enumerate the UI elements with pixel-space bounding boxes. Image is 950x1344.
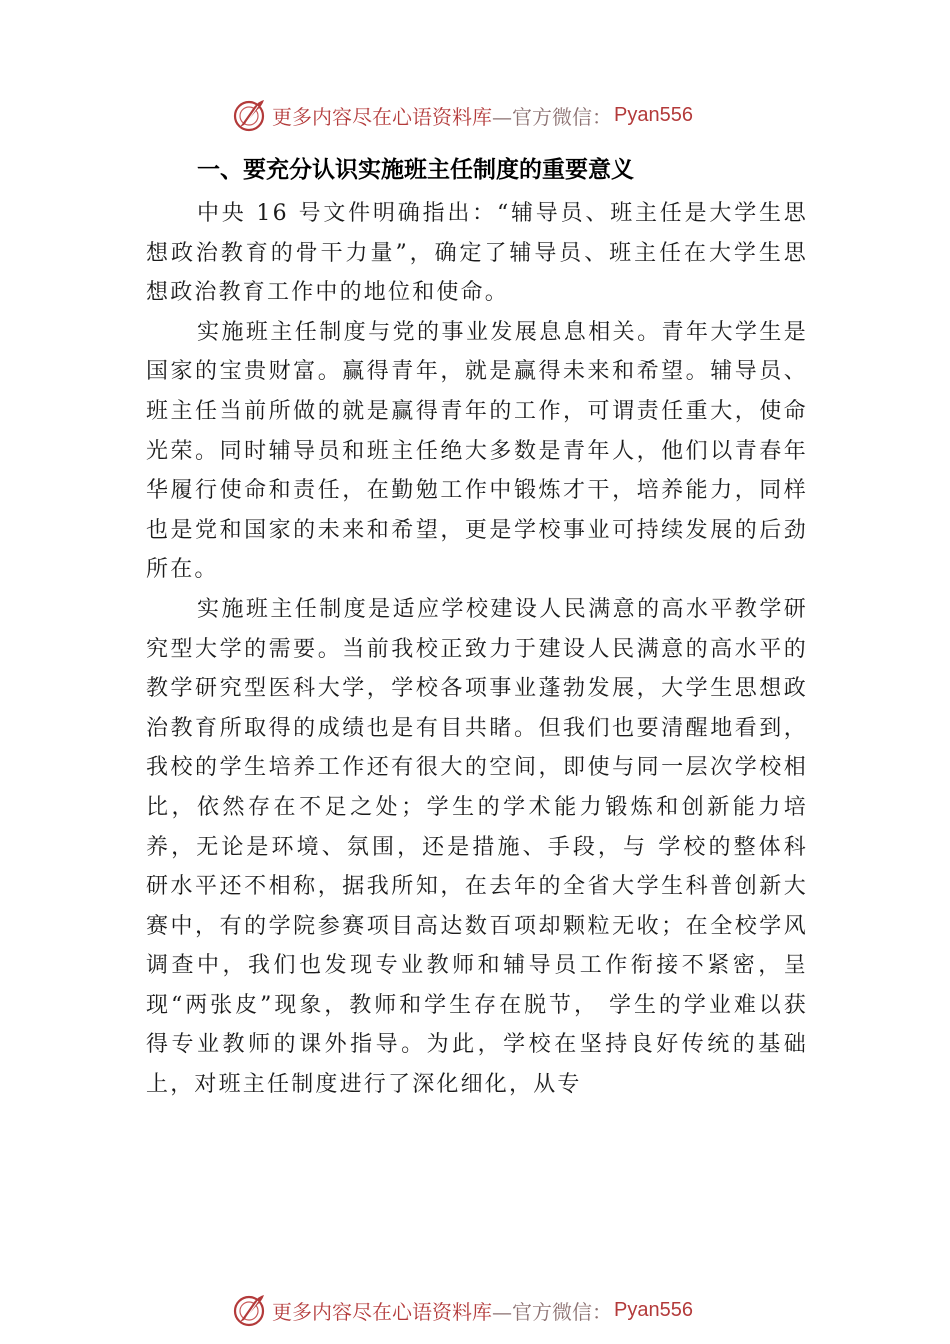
- footer-banner: [232, 1290, 752, 1330]
- paragraph-3: 实施班主任制度是适应学校建设人民满意的高水平教学研究型大学的需要。当前我校正致力于建设人民满意的高水平的教学研究型医科大学，学校各项事业蓬勃发展，大学生思想政治教育所取得的成绩也是有目共睹。但我们也要清醒地看到，我校的学生培养工作还有很大的空间，即使与同一层次学校相比，依然存在不足之处；学生的学术能力锻炼和创新能力培养，无论是环境、氛围，还是措施、手段，与 学校的整体科研水平还不相称，据我所知，在去年的全省大学生科普创新大赛中，有的学院参赛项目高达数百项却颗粒无收；在全校学风调查中，我们也发现专业教师和辅导员工作衔接不紧密，呈现“两张皮”现象，教师和学生存在脱节， 学生的学业难以获得专业教师的课外指导。为此，学校在坚持良好传统的基础上，对班主任制度进行了深化细化，从专: [146, 596, 808, 1098]
- paragraph-1: 中央 16 号文件明确指出：“辅导员、班主任是大学生思想政治教育的骨干力量”，确定了辅导员、班主任在大学生思想政治教育工作中的地位和使命。: [146, 201, 808, 306]
- banner-brand-text: 更多内容尽在心语资料库: [272, 104, 492, 129]
- quill-seal-icon: [232, 97, 268, 133]
- banner-brand-text: 更多内容尽在心语资料库: [272, 1299, 492, 1324]
- header-banner: [232, 95, 752, 135]
- banner-wechat-id: Pyan556: [614, 103, 693, 126]
- paragraph-2: 实施班主任制度与党的事业发展息息相关。青年大学生是国家的宝贵财富。赢得青年，就是赢得未来和希望。辅导员、班主任当前所做的就是赢得青年的工作，可谓责任重大，使命光荣。同时辅导员和班主任绝大多数是青年人，他们以青春年华履行使命和责任，在勤勉工作中锻炼才干，培养能力，同样也是党和国家的未来和希望，更是学校事业可持续发展的后劲所在。: [146, 319, 808, 583]
- banner-wechat-id: Pyan556: [614, 1298, 693, 1321]
- quill-seal-icon: [232, 1292, 268, 1328]
- banner-separator-text: —官方微信：: [492, 1299, 612, 1324]
- section-heading: 一、要充分认识实施班主任制度的重要意义: [197, 157, 634, 183]
- banner-separator-text: —官方微信：: [492, 104, 612, 129]
- document-body: [146, 150, 808, 1105]
